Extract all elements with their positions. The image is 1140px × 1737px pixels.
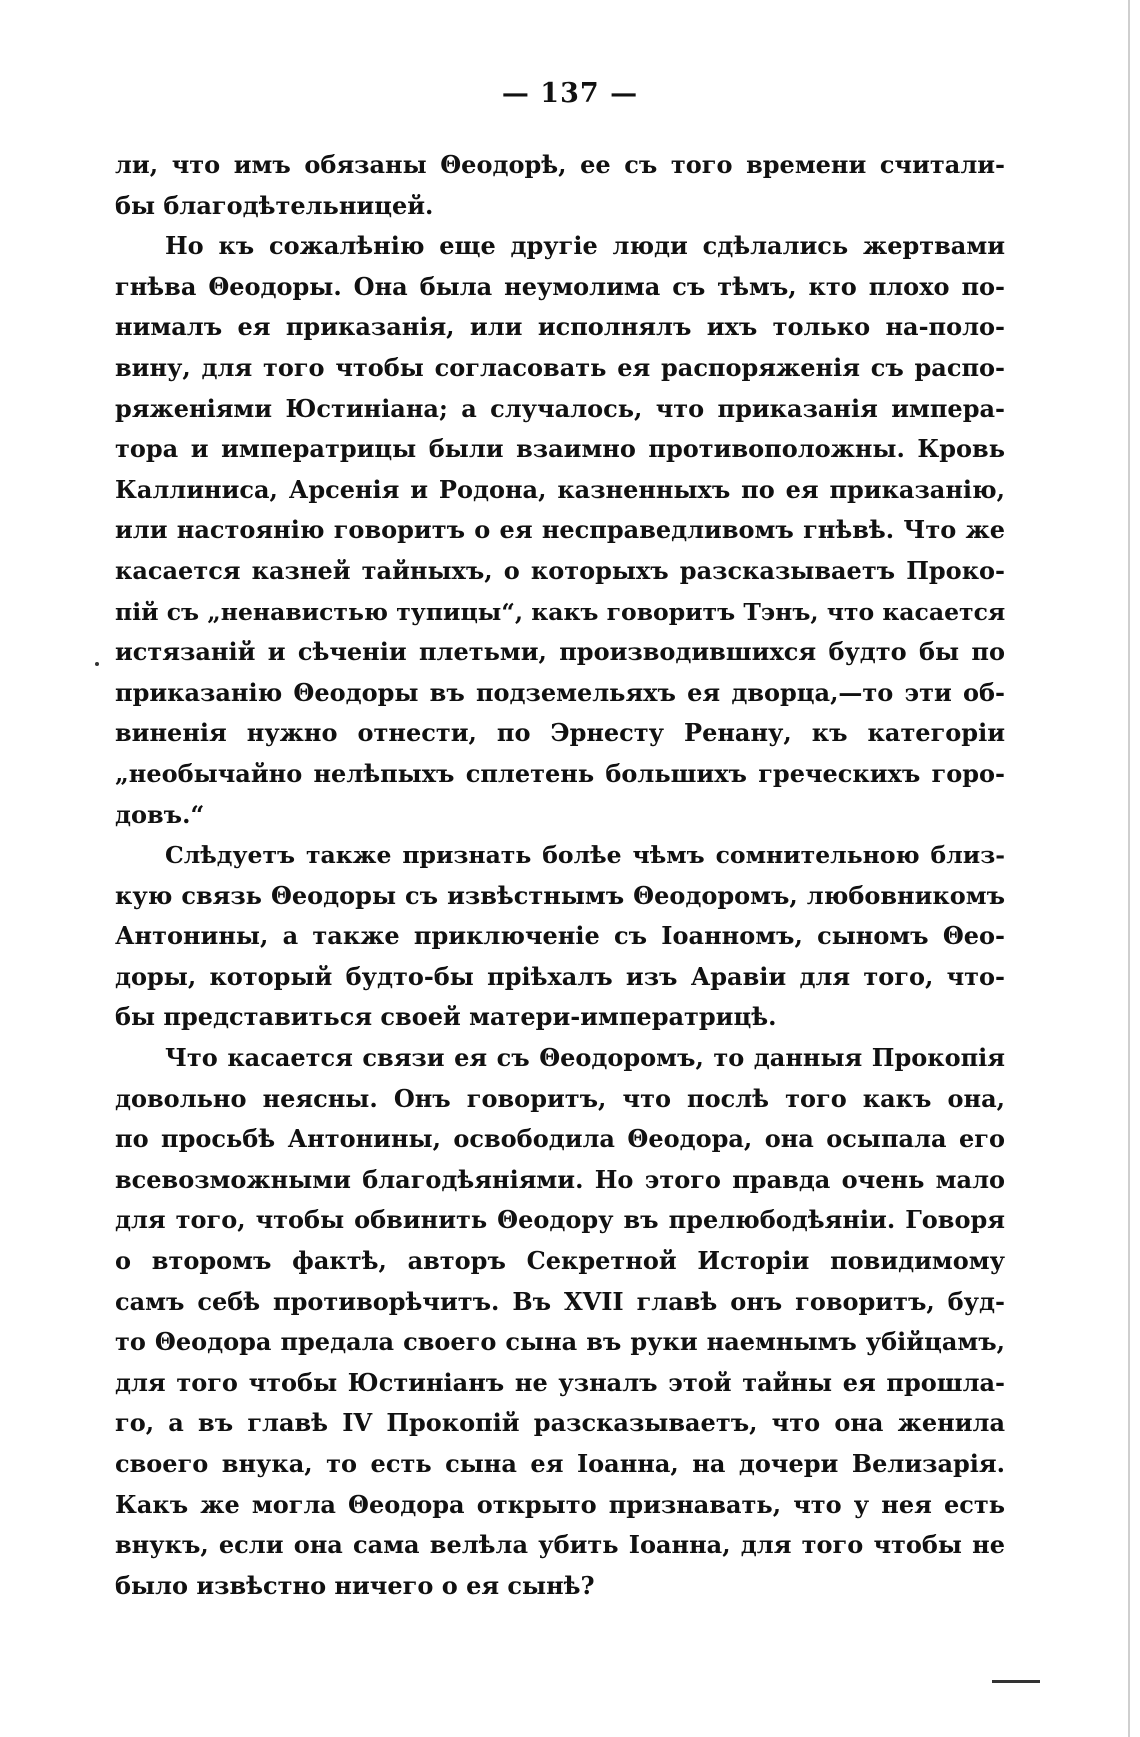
page-edge-rule (1128, 0, 1130, 1737)
text-line: вину, для того чтобы согласовать ея распоряженія съ распо- (115, 352, 1005, 382)
text-line: бы представиться своей матери-императрицѣ. (115, 1002, 777, 1032)
text-line: пій съ „ненавистью тупицы“, какъ говоритъ Тэнъ, что касается (115, 597, 1005, 626)
text-line: для того чтобы Юстиніанъ не узналъ этой тайны ея прошла- (115, 1367, 1005, 1397)
text-line: „необычайно нелѣпыхъ сплетень большихъ греческихъ горо- (115, 758, 1005, 788)
text-line: нималъ ея приказанія, или исполнялъ ихъ только на-поло- (115, 312, 1005, 342)
margin-mark (95, 662, 99, 666)
text-line: кую связь Θеодоры съ извѣстнымъ Θеодоромъ, любовникомъ (115, 880, 1005, 910)
text-line: то Θеодора предала своего сына въ руки наемнымъ убійцамъ, (115, 1327, 1005, 1357)
text-line: Каллиниса, Арсенія и Родона, казненныхъ по ея приказанію, (115, 474, 1005, 504)
text-line: или настоянію говоритъ о ея несправедливомъ гнѣвѣ. Что же (115, 515, 1005, 545)
text-line: для того, чтобы обвинить Θеодору въ прелюбодѣяніи. Говоря (115, 1205, 1005, 1235)
text-line: бы благодѣтельницей. (115, 190, 434, 220)
text-line: Но къ сожалѣнію еще другіе люди сдѣлались жертвами (165, 231, 1005, 261)
text-line: своего внука, то есть сына ея Іоанна, на дочери Велизарія. (115, 1449, 1005, 1478)
text-line: истязаній и сѣченіи плетьми, производившихся будто бы по (115, 637, 1005, 667)
text-line: ряженіями Юстиніана; а случалось, что приказанія импера- (115, 393, 1005, 423)
body-text (115, 145, 1005, 1606)
text-line: тора и императрицы были взаимно противоположны. Кровь (115, 434, 1005, 464)
text-line: Что касается связи ея съ Θеодоромъ, то данныя Прокопія (165, 1043, 1005, 1073)
text-line: Антонины, а также приключеніе съ Іоанномъ, сыномъ Θео- (115, 921, 1005, 951)
page-number: — 137 — (501, 78, 639, 109)
text-line: го, а въ главѣ IV Прокопій разсказываетъ, что она женила (115, 1408, 1005, 1438)
text-line: довольно неясны. Онъ говоритъ, что послѣ того какъ она, (115, 1083, 1005, 1113)
text-line: гнѣва Θеодоры. Она была неумолима съ тѣмъ, кто плохо по- (115, 271, 1005, 301)
text-line: доры, который будто-бы пріѣхалъ изъ Аравіи для того, что- (115, 961, 1005, 991)
text-line: довъ.“ (115, 799, 205, 829)
text-line: приказанію Θеодоры въ подземельяхъ ея дворца,—то эти об- (115, 677, 1005, 707)
text-line: касается казней тайныхъ, о которыхъ разсказываетъ Проко- (115, 555, 1005, 585)
text-line: по просьбѣ Антонины, освободила Θеодора, она осыпала его (115, 1124, 1005, 1154)
text-line: Слѣдуетъ также признать болѣе чѣмъ сомнительною близ- (165, 841, 1005, 870)
text-line: внукъ, если она сама велѣла убить Іоанна, для того чтобы не (115, 1530, 1005, 1560)
text-line: о второмъ фактѣ, авторъ Секретной Исторіи повидимому (115, 1246, 1005, 1276)
bottom-mark (992, 1680, 1040, 1683)
text-line: самъ себѣ противорѣчитъ. Въ XVII главѣ онъ говоритъ, буд- (115, 1286, 1005, 1316)
text-line: было извѣстно ничего о ея сынѣ? (115, 1570, 595, 1600)
text-line: всевозможными благодѣяніями. Но этого правда очень мало (115, 1164, 1005, 1194)
text-line: ли, что имъ обязаны Θеодорѣ, ее съ того времени считали- (115, 150, 1005, 179)
text-line: Какъ же могла Θеодора открыто признавать, что у нея есть (115, 1489, 1005, 1519)
text-line: виненія нужно отнести, по Эрнесту Ренану, къ категоріи (115, 718, 1005, 748)
